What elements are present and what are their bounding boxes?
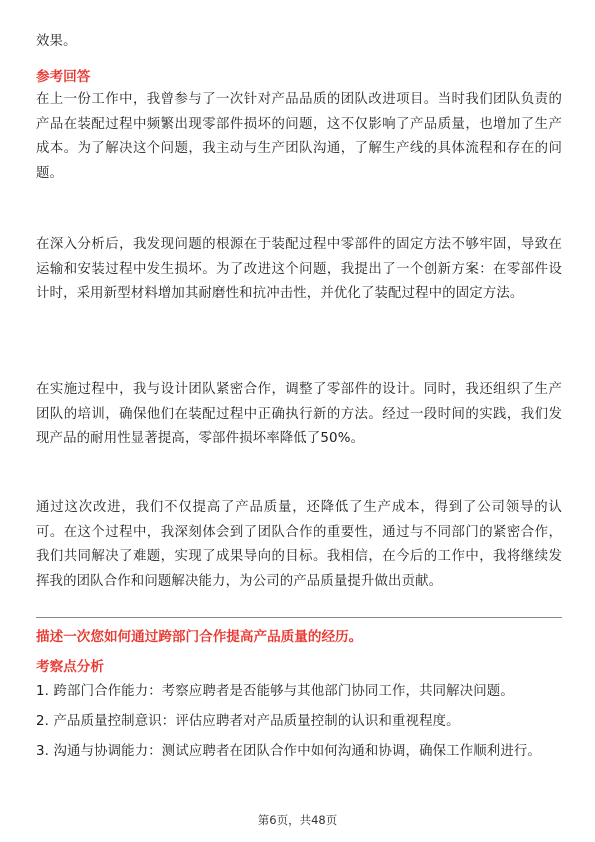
reference-answer-heading: 参考回答 — [36, 69, 91, 85]
analysis-heading: 考察点分析 — [36, 659, 104, 675]
answer-paragraph-2: 在深入分析后，我发现问题的根源在于装配过程中零部件的固定方法不够牢固，导致在运输和安装过程中发生损坏。为了改进这个问题，我提出了一个创新方案：在零部件设计时，采用新型材料增加其耐磨性和抗冲击性，并优化了装配过程中的固定方法。 — [36, 237, 562, 301]
question-heading: 描述一次您如何通过跨部门合作提高产品质量的经历。 — [36, 629, 363, 645]
document-page — [36, 0, 562, 842]
page-number-footer: 第6页，共48页 — [257, 813, 338, 827]
answer-paragraph-4: 通过这次改进，我们不仅提高了产品质量，还降低了生产成本，得到了公司领导的认可。在这个过程中，我深刻体会到了团队合作的重要性，通过与不同部门的紧密合作，我们共同解决了难题，实现了成果导向的目标。我相信，在今后的工作中，我将继续发挥我的团队合作和问题解决能力，为公司的产品质量提升做出贡献。 — [36, 500, 562, 589]
analysis-item-1: 1. 跨部门合作能力：考察应聘者是否能够与其他部门协同工作，共同解决问题。 — [36, 684, 514, 699]
analysis-item-3: 3. 沟通与协调能力：测试应聘者在团队合作中如何沟通和协调，确保工作顺利进行。 — [36, 744, 541, 759]
answer-paragraph-1: 在上一份工作中，我曾参与了一次针对产品品质的团队改进项目。当时我们团队负责的产品在装配过程中频繁出现零部件损坏的问题，这不仅影响了产品质量，也增加了生产成本。为了解决这个问题，我主动与生产团队沟通，了解生产线的具体流程和存在的问题。 — [36, 92, 562, 181]
analysis-item-2: 2. 产品质量控制意识：评估应聘者对产品质量控制的认识和重视程度。 — [36, 714, 460, 729]
section-divider — [36, 617, 562, 618]
continuation-text: 效果。 — [36, 34, 77, 49]
answer-paragraph-3: 在实施过程中，我与设计团队紧密合作，调整了零部件的设计。同时，我还组织了生产团队的培训，确保他们在装配过程中正确执行新的方法。经过一段时间的实践，我们发现产品的耐用性显著提高，零部件损坏率降低了50%。 — [36, 382, 562, 446]
